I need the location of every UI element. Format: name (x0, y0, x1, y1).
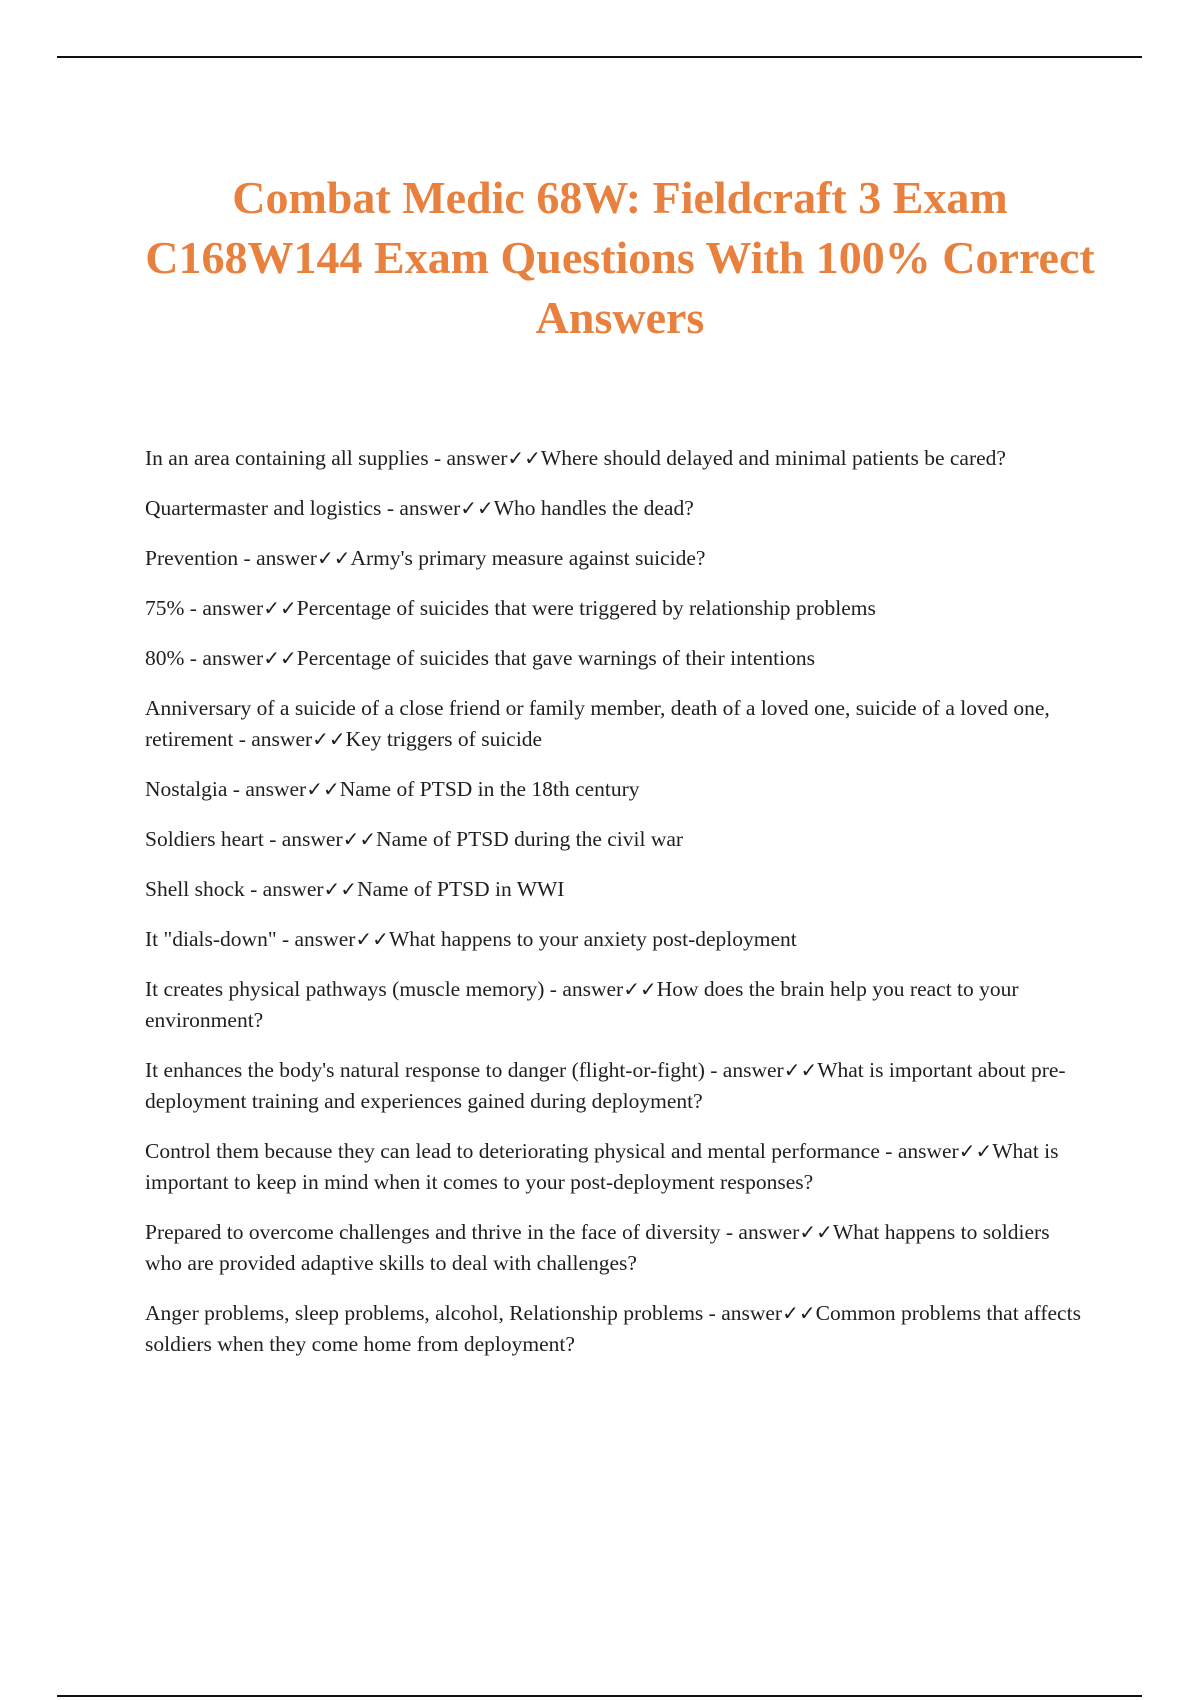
qa-answer: Quartermaster and logistics (145, 496, 382, 520)
qa-answer: 75% (145, 596, 185, 620)
qa-question: What happens to your anxiety post-deployment (388, 927, 797, 951)
qa-item (145, 974, 1090, 1036)
qa-answer: It enhances the body's natural response to danger (flight-or-fight) (145, 1058, 705, 1082)
qa-answer: Soldiers heart (145, 827, 264, 851)
qa-item (145, 1055, 1090, 1117)
qa-item (145, 693, 1090, 755)
checkmark-icon: ✓✓ (263, 646, 297, 670)
qa-item (145, 493, 1090, 524)
qa-answer: It creates physical pathways (muscle memory) (145, 977, 545, 1001)
qa-item (145, 1217, 1090, 1279)
qa-question: Name of PTSD during the civil war (376, 827, 684, 851)
qa-item (145, 924, 1090, 955)
qa-answer: Anger problems, sleep problems, alcohol, Relationship problems (145, 1301, 704, 1325)
qa-separator: - answer (381, 496, 461, 520)
checkmark-icon: ✓✓ (323, 877, 358, 901)
qa-question: Who handles the dead? (493, 496, 694, 520)
qa-answer: Nostalgia (145, 777, 228, 801)
qa-separator: - answer (244, 877, 324, 901)
qa-separator: - answer (544, 977, 624, 1001)
qa-item (145, 443, 1090, 474)
qa-item (145, 824, 1090, 855)
qa-question: Army's primary measure against suicide? (350, 546, 706, 570)
qa-answer: Prevention (145, 546, 239, 570)
checkmark-icon: ✓✓ (460, 496, 494, 520)
qa-separator: - answer (184, 646, 264, 670)
checkmark-icon: ✓✓ (263, 596, 297, 620)
qa-question: What happens to soldiers who are provided adaptive skills to deal with challenges? (145, 1220, 1050, 1275)
top-rule (57, 56, 1142, 58)
qa-separator: - answer (428, 446, 508, 470)
checkmark-icon: ✓✓ (316, 546, 351, 570)
qa-item (145, 1136, 1090, 1198)
qa-answer: Control them because they can lead to deteriorating physical and mental performance (145, 1139, 880, 1163)
qa-item (145, 593, 1090, 624)
qa-question: Key triggers of suicide (345, 727, 543, 751)
qa-question: What is important to keep in mind when it comes to your post-deployment responses? (145, 1139, 1059, 1194)
qa-answer: Anniversary of a suicide of a close friend or family member, death of a loved one, suicide of a loved one, retirement (145, 696, 1050, 751)
qa-separator: - answer (238, 546, 317, 570)
qa-separator: - answer (879, 1139, 959, 1163)
qa-item (145, 774, 1090, 805)
document-title: Combat Medic 68W: Fieldcraft 3 Exam C168W144 Exam Questions With 100% Correct Answers (145, 172, 1095, 343)
qa-question: Where should delayed and minimal patients be cared? (540, 446, 1006, 470)
qa-item (145, 1298, 1090, 1360)
qa-separator: - answer (227, 777, 307, 801)
checkmark-icon: ✓✓ (355, 927, 389, 951)
qa-item (145, 874, 1090, 905)
qa-question: Name of PTSD in the 18th century (339, 777, 640, 801)
qa-answer: Shell shock (145, 877, 245, 901)
qa-answer: In an area containing all supplies (145, 446, 429, 470)
qa-question: Common problems that affects soldiers when they come home from deployment? (145, 1301, 1081, 1356)
checkmark-icon: ✓✓ (312, 727, 346, 751)
checkmark-icon: ✓✓ (783, 1058, 818, 1082)
checkmark-icon: ✓✓ (782, 1301, 816, 1325)
qa-question: What is important about pre-deployment training and experiences gained during deployment? (145, 1058, 1066, 1113)
checkmark-icon: ✓✓ (799, 1220, 833, 1244)
qa-separator: - answer (703, 1301, 783, 1325)
qa-question: Percentage of suicides that were triggered by relationship problems (296, 596, 876, 620)
checkmark-icon: ✓✓ (623, 977, 657, 1001)
qa-separator: - answer (184, 596, 264, 620)
qa-answer: It "dials-down" (145, 927, 277, 951)
checkmark-icon: ✓✓ (306, 777, 340, 801)
qa-item (145, 643, 1090, 674)
qa-separator: - answer (704, 1058, 784, 1082)
qa-list (145, 443, 1090, 1379)
qa-separator: - answer (720, 1220, 800, 1244)
qa-question: Percentage of suicides that gave warnings of their intentions (296, 646, 815, 670)
checkmark-icon: ✓✓ (507, 446, 541, 470)
qa-answer: 80% (145, 646, 185, 670)
qa-question: How does the brain help you react to your environment? (145, 977, 1019, 1032)
checkmark-icon: ✓✓ (342, 827, 377, 851)
qa-separator: - answer (263, 827, 343, 851)
qa-separator: - answer (276, 927, 356, 951)
qa-separator: - answer (233, 727, 313, 751)
qa-answer: Prepared to overcome challenges and thrive in the face of diversity (145, 1220, 721, 1244)
qa-item (145, 543, 1090, 574)
checkmark-icon: ✓✓ (958, 1139, 993, 1163)
bottom-rule (57, 1695, 1142, 1697)
qa-question: Name of PTSD in WWI (357, 877, 565, 901)
